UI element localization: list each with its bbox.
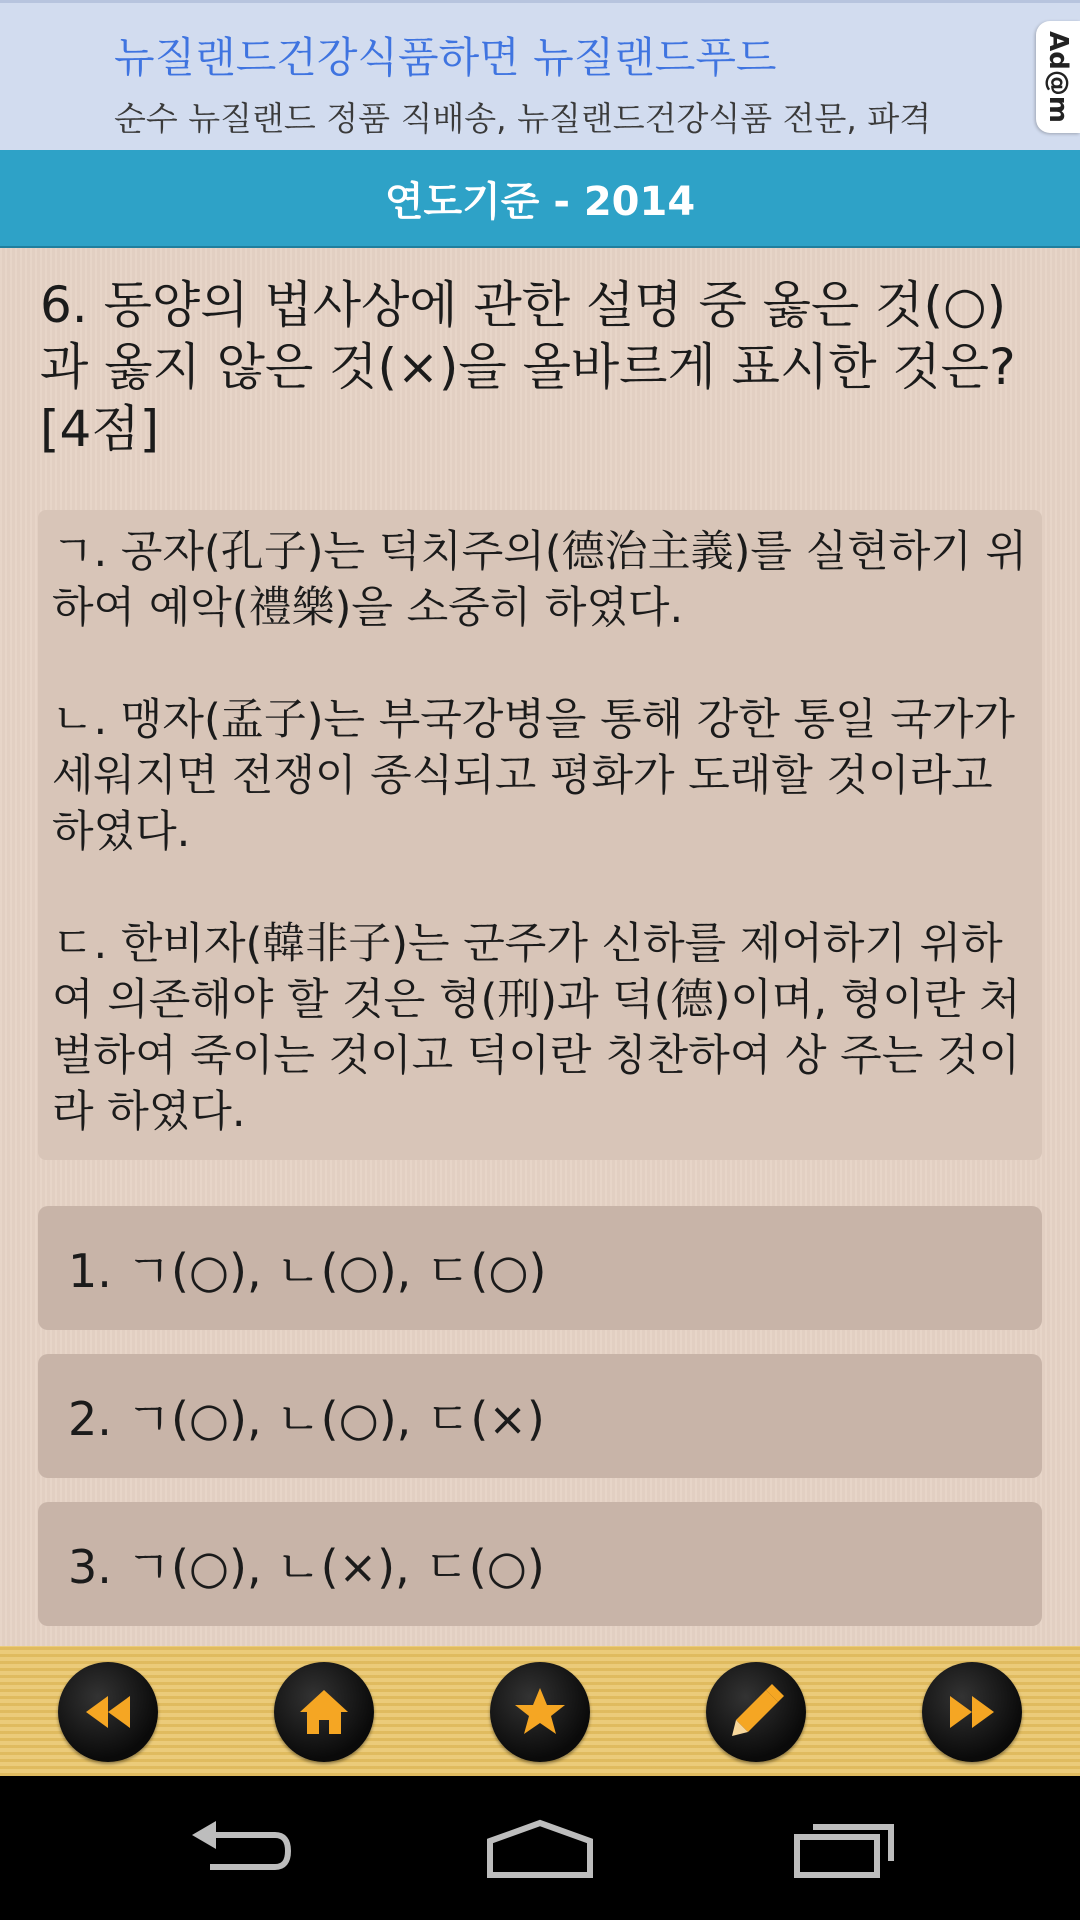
bookmark-button[interactable]: [490, 1662, 590, 1762]
next-button[interactable]: [922, 1662, 1022, 1762]
page-title: 연도기준 - 2014: [384, 178, 696, 225]
fast-forward-icon: [942, 1682, 1002, 1742]
ad-logo[interactable]: [1036, 21, 1080, 133]
answer-option-2[interactable]: 2. ㄱ(○), ㄴ(○), ㄷ(×): [38, 1354, 1042, 1478]
ad-banner[interactable]: [0, 0, 1080, 150]
answer-option-3[interactable]: 3. ㄱ(○), ㄴ(×), ㄷ(○): [38, 1502, 1042, 1626]
ad-logo-text: Ad@m: [1043, 31, 1074, 123]
ad-subtitle[interactable]: 순수 뉴질랜드 정품 직배송, 뉴질랜드건강식품 전문, 파격: [114, 99, 932, 138]
question-text: 6. 동양의 법사상에 관한 설명 중 옳은 것(○)과 옳지 않은 것(×)을 올바르게 표시한 것은? [4점]: [40, 276, 1016, 458]
memo-button[interactable]: [706, 1662, 806, 1762]
home-icon: [294, 1682, 354, 1742]
recents-icon: [783, 1813, 903, 1883]
passage-item: ㄷ. 한비자(韓非子)는 군주가 신하를 제어하기 위하여 의존해야 할 것은 형(刑)과 덕(德)이며, 형이란 처벌하여 죽이는 것이고 덕이란 칭찬하여 상 주는 것이라 하였다.: [52, 919, 1021, 1137]
header-bar: [0, 150, 1080, 248]
passage-item: ㄴ. 맹자(孟子)는 부국강병을 통해 강한 통일 국가가 세워지면 전쟁이 종식되고 평화가 도래할 것이라고 하였다.: [52, 695, 1015, 857]
question-content: [0, 248, 1080, 1646]
back-icon: [180, 1813, 300, 1883]
ad-title[interactable]: 뉴질랜드건강식품하면 뉴질랜드푸드: [114, 33, 777, 82]
home-nav-icon: [480, 1813, 600, 1883]
home-button[interactable]: [274, 1662, 374, 1762]
pencil-icon: [726, 1682, 786, 1742]
answer-option-1[interactable]: 1. ㄱ(○), ㄴ(○), ㄷ(○): [38, 1206, 1042, 1330]
bottom-toolbar: [0, 1646, 1080, 1776]
nav-home-button[interactable]: [475, 1808, 605, 1888]
rewind-icon: [78, 1682, 138, 1742]
nav-recents-button[interactable]: [778, 1808, 908, 1888]
system-navigation-bar: [0, 1776, 1080, 1920]
passage-item: ㄱ. 공자(孔子)는 덕치주의(德治主義)를 실현하기 위하여 예악(禮樂)을 소중히 하였다.: [52, 527, 1027, 633]
star-icon: [510, 1682, 570, 1742]
nav-back-button[interactable]: [175, 1808, 305, 1888]
passage-box: [38, 510, 1042, 1160]
previous-button[interactable]: [58, 1662, 158, 1762]
